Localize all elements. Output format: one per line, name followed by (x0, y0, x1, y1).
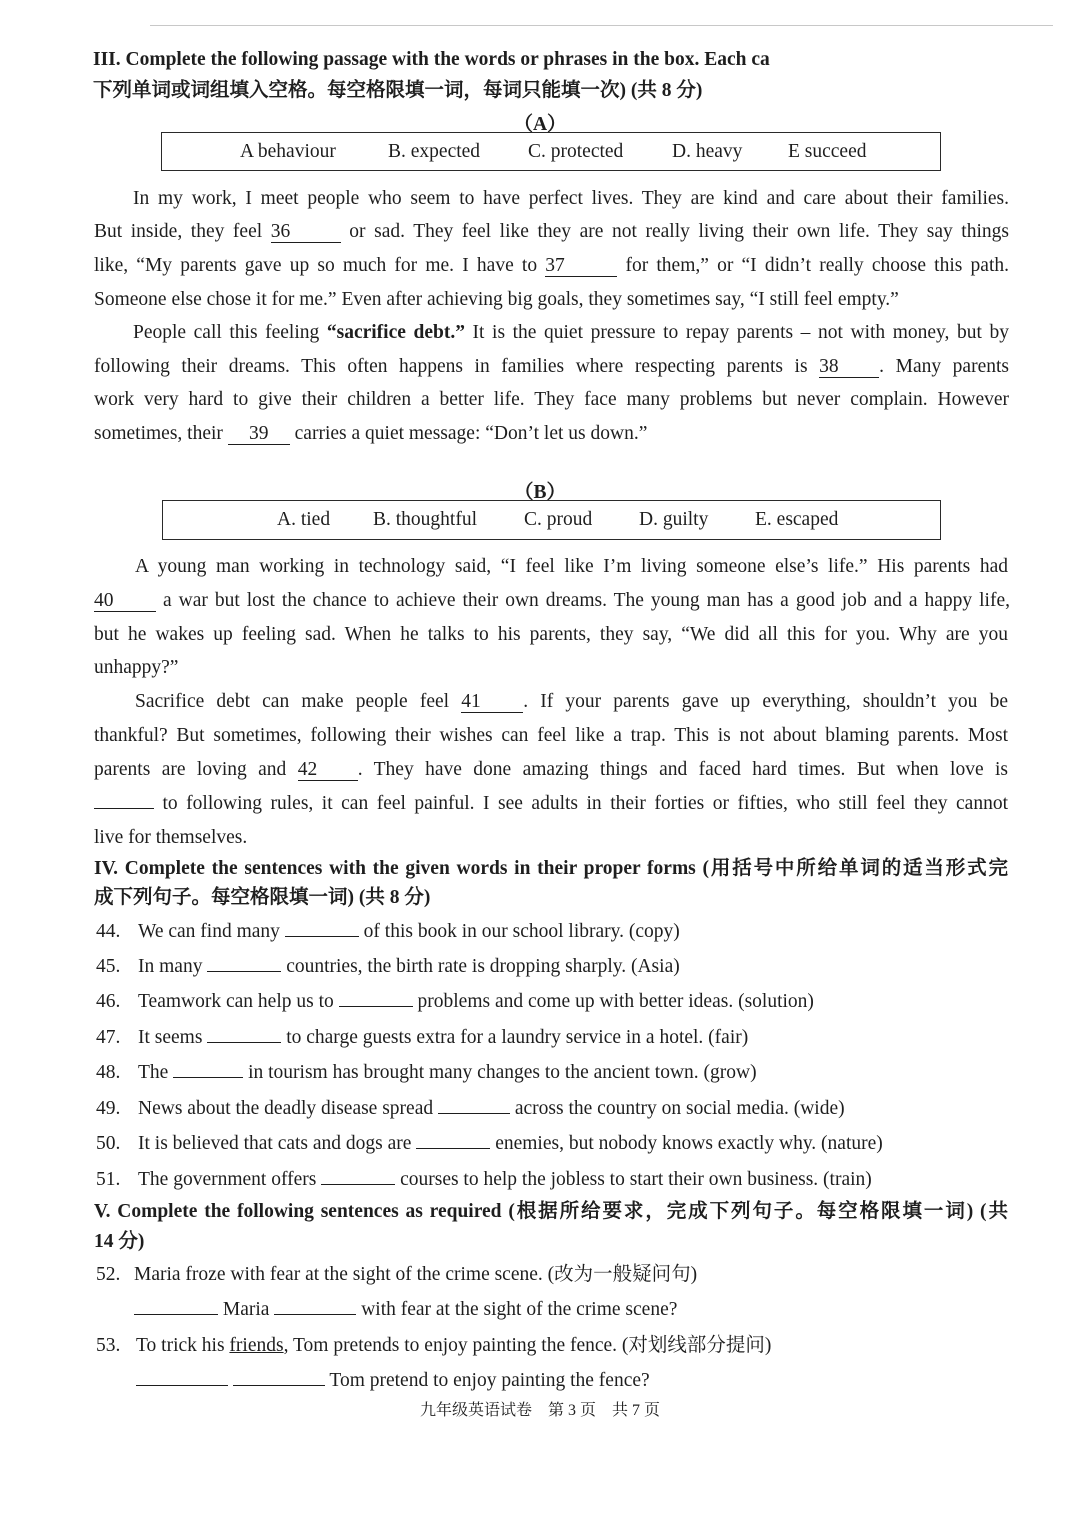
part-b-label: （B） (513, 482, 566, 503)
word-box-a (161, 132, 941, 171)
question-47: 47. It seems to charge guests extra for a laundry service in a hotel. (fair) (96, 1027, 749, 1048)
answer-blank[interactable] (416, 1148, 490, 1149)
question-44: 44. We can find many of this book in our school library. (copy) (96, 921, 680, 942)
blank-38[interactable]: 38 (819, 357, 879, 378)
passage-line: to following rules, it can feel painful. I see adults in their forties or fifties, who still feel they cannot (94, 792, 1008, 816)
passage-line: parents are loving and 42 . They have done amazing things and faced hard times. But when love is (94, 759, 1009, 780)
blank-40[interactable]: 40 (94, 591, 156, 612)
word-option: E. escaped (755, 509, 839, 530)
question-51: 51. The government offers courses to help the jobless to start their own business. (train) (96, 1169, 872, 1190)
word-option: B. thoughtful (373, 509, 478, 530)
question-53: 53. To trick his friends, Tom pretends to enjoy painting the fence. (对划线部分提问) (96, 1335, 772, 1356)
blank-42[interactable]: 42 (298, 760, 358, 781)
passage-line: unhappy?” (94, 657, 179, 678)
answer-blank[interactable] (233, 1385, 325, 1386)
answer-blank[interactable] (285, 936, 359, 937)
word-option: A behaviour (240, 140, 336, 162)
passage-line: work very hard to give their children a better life. They face many problems but never complain. However (94, 389, 1009, 410)
word-option: C. protected (528, 140, 624, 162)
answer-blank[interactable] (274, 1314, 356, 1315)
answer-blank[interactable] (207, 971, 281, 972)
section-4-title: IV. Complete the sentences with the given words in their proper forms (用括号中所给单词的适当形式完 (94, 858, 1008, 879)
word-option: D. guilty (639, 509, 709, 530)
word-option: D. heavy (672, 140, 743, 162)
question-45: 45. In many countries, the birth rate is dropping sharply. (Asia) (96, 956, 680, 977)
passage-line: People call this feeling “sacrifice debt.” It is the quiet pressure to repay parents – not with money, but by (133, 322, 1009, 343)
word-box-b (162, 500, 941, 540)
answer-blank[interactable] (438, 1113, 510, 1114)
passage-line: In my work, I meet people who seem to have perfect lives. They are kind and care about their families. (133, 188, 1009, 209)
word-option: E succeed (788, 140, 867, 162)
passage-line: sometimes, their 39 carries a quiet message: “Don’t let us down.” (94, 423, 648, 444)
question-48: 48. The in tourism has brought many changes to the ancient town. (grow) (96, 1062, 757, 1083)
passage-line: but he wakes up feeling sad. When he talks to his parents, they say, “We did all this for you. Why are you (94, 624, 1008, 645)
blank-37[interactable]: 37 (545, 256, 617, 277)
passage-line: following their dreams. This often happens in families where respecting parents is 38 . Many parents (94, 356, 1009, 377)
blank-41[interactable]: 41 (461, 692, 523, 713)
word-option: A. tied (277, 509, 331, 530)
answer-blank[interactable] (136, 1385, 228, 1386)
answer-blank[interactable] (339, 1006, 413, 1007)
passage-line: But inside, they feel 36 or sad. They feel like they are not really living their own life. They say things (94, 221, 1009, 242)
question-46: 46. Teamwork can help us to problems and come up with better ideas. (solution) (96, 991, 814, 1012)
section-4-title-cont: 成下列句子。每空格限填一词) (共 8 分) (94, 887, 431, 908)
part-a-label: （A） (513, 114, 567, 135)
blank-36[interactable]: 36 (271, 222, 341, 243)
passage-line: live for themselves. (94, 827, 248, 848)
passage-line: thankful? But sometimes, following their wishes can feel like a trap. This is not about blaming parents. Most (94, 725, 1008, 746)
word-option: B. expected (388, 140, 481, 162)
answer-blank[interactable] (321, 1184, 395, 1185)
question-49: 49. News about the deadly disease spread across the country on social media. (wide) (96, 1098, 845, 1119)
answer-53: Tom pretend to enjoy painting the fence? (136, 1369, 650, 1393)
underlined-part: friends (229, 1335, 284, 1356)
page-footer: 九年级英语试卷 第 3 页 共 7 页 (419, 1402, 660, 1419)
answer-blank[interactable] (207, 1042, 281, 1043)
question-50: 50. It is believed that cats and dogs are enemies, but nobody knows exactly why. (nature) (96, 1133, 883, 1154)
section-5-title: V. Complete the following sentences as required (根据所给要求，完成下列句子。每空格限填一词) (共 (94, 1201, 1008, 1222)
question-52: 52. Maria froze with fear at the sight of the crime scene. (改为一般疑问句) (96, 1264, 698, 1285)
top-rule (150, 25, 1053, 26)
section-3-title-cn: 下列单词或词组填入空格。每空格限填一词，每词只能填一次) (共 8 分) (93, 80, 703, 101)
word-option: C. proud (524, 509, 593, 530)
answer-blank[interactable] (134, 1314, 218, 1315)
answer-52: Maria with fear at the sight of the crime scene? (134, 1298, 677, 1322)
passage-line: A young man working in technology said, “I feel like I’m living someone else’s life.” His parents had (135, 556, 1008, 577)
passage-line: Someone else chose it for me.” Even after achieving big goals, they sometimes say, “I still feel empty.” (94, 289, 899, 310)
passage-line: like, “My parents gave up so much for me. I have to 37 for them,” or “I didn’t really choose this path. (94, 255, 1009, 276)
passage-line: Sacrifice debt can make people feel 41 . If your parents gave up everything, shouldn’t you be (135, 691, 1008, 712)
passage-line: 40 a war but lost the chance to achieve their own dreams. The young man has a good job and a happy life, (94, 590, 1010, 611)
section-3-title-en: III. Complete the following passage with the words or phrases in the box. Each ca (93, 49, 770, 70)
answer-blank[interactable] (173, 1077, 243, 1078)
blank-39[interactable]: 39 (228, 424, 290, 445)
blank-43[interactable] (94, 808, 154, 809)
section-5-title-cont: 14 分) (94, 1231, 145, 1252)
